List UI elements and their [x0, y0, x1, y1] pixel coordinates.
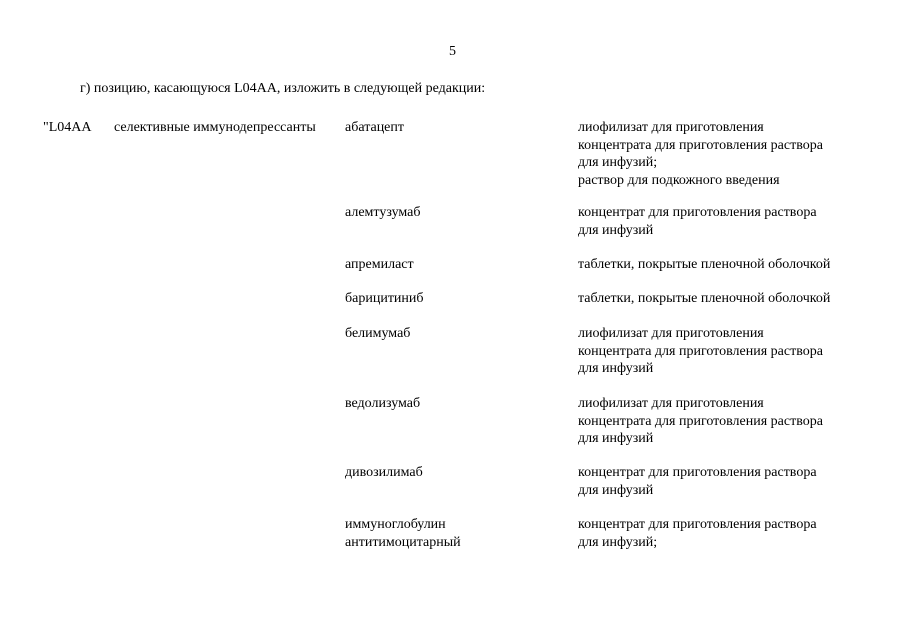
drug-name-line: апремиласт	[345, 257, 414, 272]
dosage-form-line: концентрат для приготовления раствора	[578, 517, 817, 532]
drug-name-line: антитимоцитарный	[345, 534, 461, 550]
dosage-form-line: раствор для подкожного введения	[578, 172, 780, 188]
dosage-form-line: для инфузий	[578, 361, 654, 376]
drug-name-line: абатацепт	[345, 120, 405, 135]
pharmacological-group: селективные иммунодепрессанты	[114, 120, 316, 135]
dosage-form-line: лиофилизат для приготовления	[578, 396, 764, 411]
dosage-form-line: концентрата для приготовления раствора	[578, 413, 823, 429]
dosage-form-line: для инфузий	[578, 431, 654, 446]
dosage-form-line: таблетки, покрытые пленочной оболочкой	[578, 291, 831, 306]
drug-name-line: алемтузумаб	[345, 205, 421, 220]
dosage-form-line: для инфузий;	[578, 534, 658, 550]
drug-name-line: белимумаб	[345, 326, 411, 341]
dosage-form-line: концентрата для приготовления раствора	[578, 137, 823, 153]
drug-name	[345, 325, 570, 343]
dosage-form	[578, 325, 898, 378]
dosage-form-line: концентрат для приготовления раствора	[578, 465, 817, 480]
dosage-form	[578, 119, 898, 189]
atc-code: "L04AA	[43, 120, 92, 135]
dosage-form	[578, 290, 898, 308]
dosage-form	[578, 204, 898, 239]
page-number: 5	[449, 44, 456, 59]
dosage-form	[578, 516, 898, 551]
dosage-form-line: концентрата для приготовления раствора	[578, 343, 823, 359]
instruction-text: г) позицию, касающуюся L04AA, изложить в следующей редакции:	[80, 81, 486, 96]
dosage-form	[578, 464, 898, 499]
drug-name-line: барицитиниб	[345, 291, 424, 306]
dosage-form-line: для инфузий	[578, 222, 654, 238]
drug-name	[345, 204, 570, 222]
dosage-form-line: для инфузий	[578, 482, 654, 498]
drug-name-line: иммуноглобулин	[345, 517, 446, 532]
dosage-form-line: для инфузий;	[578, 155, 658, 170]
dosage-form	[578, 256, 898, 274]
dosage-form-line: лиофилизат для приготовления	[578, 120, 764, 135]
drug-name	[345, 516, 570, 551]
drug-name	[345, 119, 570, 137]
drug-name	[345, 290, 570, 308]
dosage-form-line: лиофилизат для приготовления	[578, 326, 764, 341]
drug-name	[345, 395, 570, 413]
drug-name	[345, 256, 570, 274]
drug-name-line: дивозилимаб	[345, 465, 423, 480]
dosage-form-line: таблетки, покрытые пленочной оболочкой	[578, 257, 831, 272]
drug-name-line: ведолизумаб	[345, 396, 421, 411]
dosage-form	[578, 395, 898, 448]
drug-name	[345, 464, 570, 482]
dosage-form-line: концентрат для приготовления раствора	[578, 205, 817, 220]
